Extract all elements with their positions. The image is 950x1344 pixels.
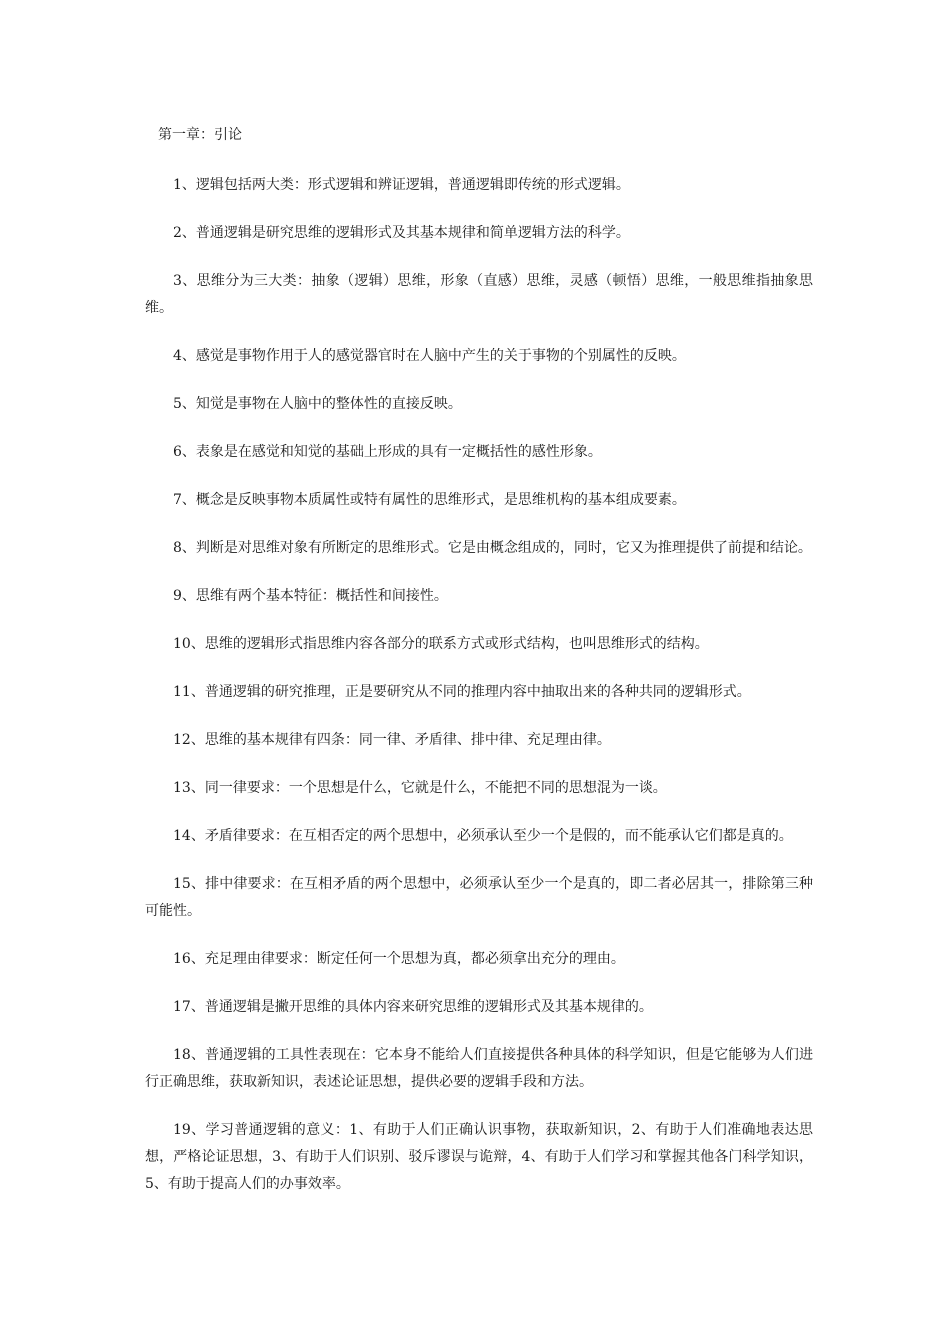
list-item: 4、感觉是事物作用于人的感觉器官时在人脑中产生的关于事物的个别属性的反映。 <box>173 348 686 364</box>
list-item: 3、思维分为三大类：抽象（逻辑）思维，形象（直感）思维，灵感（顿悟）思维，一般思维指抽象思维。 <box>145 273 813 316</box>
list-item: 19、学习普通逻辑的意义：1、有助于人们正确认识事物，获取新知识，2、有助于人们准确地表达思想，严格论证思想，3、有助于人们识别、驳斥谬误与诡辩，4、有助于人们学习和掌握其他各门科学知识，5、有助于提高人们的办事效率。 <box>145 1122 813 1192</box>
list-item: 12、思维的基本规律有四条：同一律、矛盾律、排中律、充足理由律。 <box>173 732 611 748</box>
list-item: 1、逻辑包括两大类：形式逻辑和辨证逻辑，普通逻辑即传统的形式逻辑。 <box>173 177 630 193</box>
list-item: 15、排中律要求：在互相矛盾的两个思想中，必须承认至少一个是真的，即二者必居其一，排除第三种可能性。 <box>145 876 813 919</box>
list-item: 18、普通逻辑的工具性表现在：它本身不能给人们直接提供各种具体的科学知识，但是它能够为人们进行正确思维，获取新知识，表述论证思想，提供必要的逻辑手段和方法。 <box>145 1047 813 1090</box>
list-item: 11、普通逻辑的研究推理，正是要研究从不同的推理内容中抽取出来的各种共同的逻辑形式。 <box>173 684 751 700</box>
list-item: 17、普通逻辑是撇开思维的具体内容来研究思维的逻辑形式及其基本规律的。 <box>173 999 653 1015</box>
list-item: 14、矛盾律要求：在互相否定的两个思想中，必须承认至少一个是假的，而不能承认它们都是真的。 <box>173 828 793 844</box>
list-item: 6、表象是在感觉和知觉的基础上形成的具有一定概括性的感性形象。 <box>173 444 602 460</box>
list-item: 2、普通逻辑是研究思维的逻辑形式及其基本规律和简单逻辑方法的科学。 <box>173 225 630 241</box>
list-item: 16、充足理由律要求：断定任何一个思想为真，都必须拿出充分的理由。 <box>173 951 625 967</box>
list-item: 10、思维的逻辑形式指思维内容各部分的联系方式或形式结构，也叫思维形式的结构。 <box>173 636 709 652</box>
list-item: 8、判断是对思维对象有所断定的思维形式。它是由概念组成的，同时，它又为推理提供了前提和结论。 <box>173 540 812 556</box>
list-item: 13、同一律要求：一个思想是什么，它就是什么，不能把不同的思想混为一谈。 <box>173 780 667 796</box>
item-list <box>145 172 813 1219</box>
list-item: 7、概念是反映事物本质属性或特有属性的思维形式，是思维机构的基本组成要素。 <box>173 492 686 508</box>
list-item: 9、思维有两个基本特征：概括性和间接性。 <box>173 588 448 604</box>
list-item: 5、知觉是事物在人脑中的整体性的直接反映。 <box>173 396 462 412</box>
chapter-heading: 第一章：引论 <box>158 127 242 143</box>
